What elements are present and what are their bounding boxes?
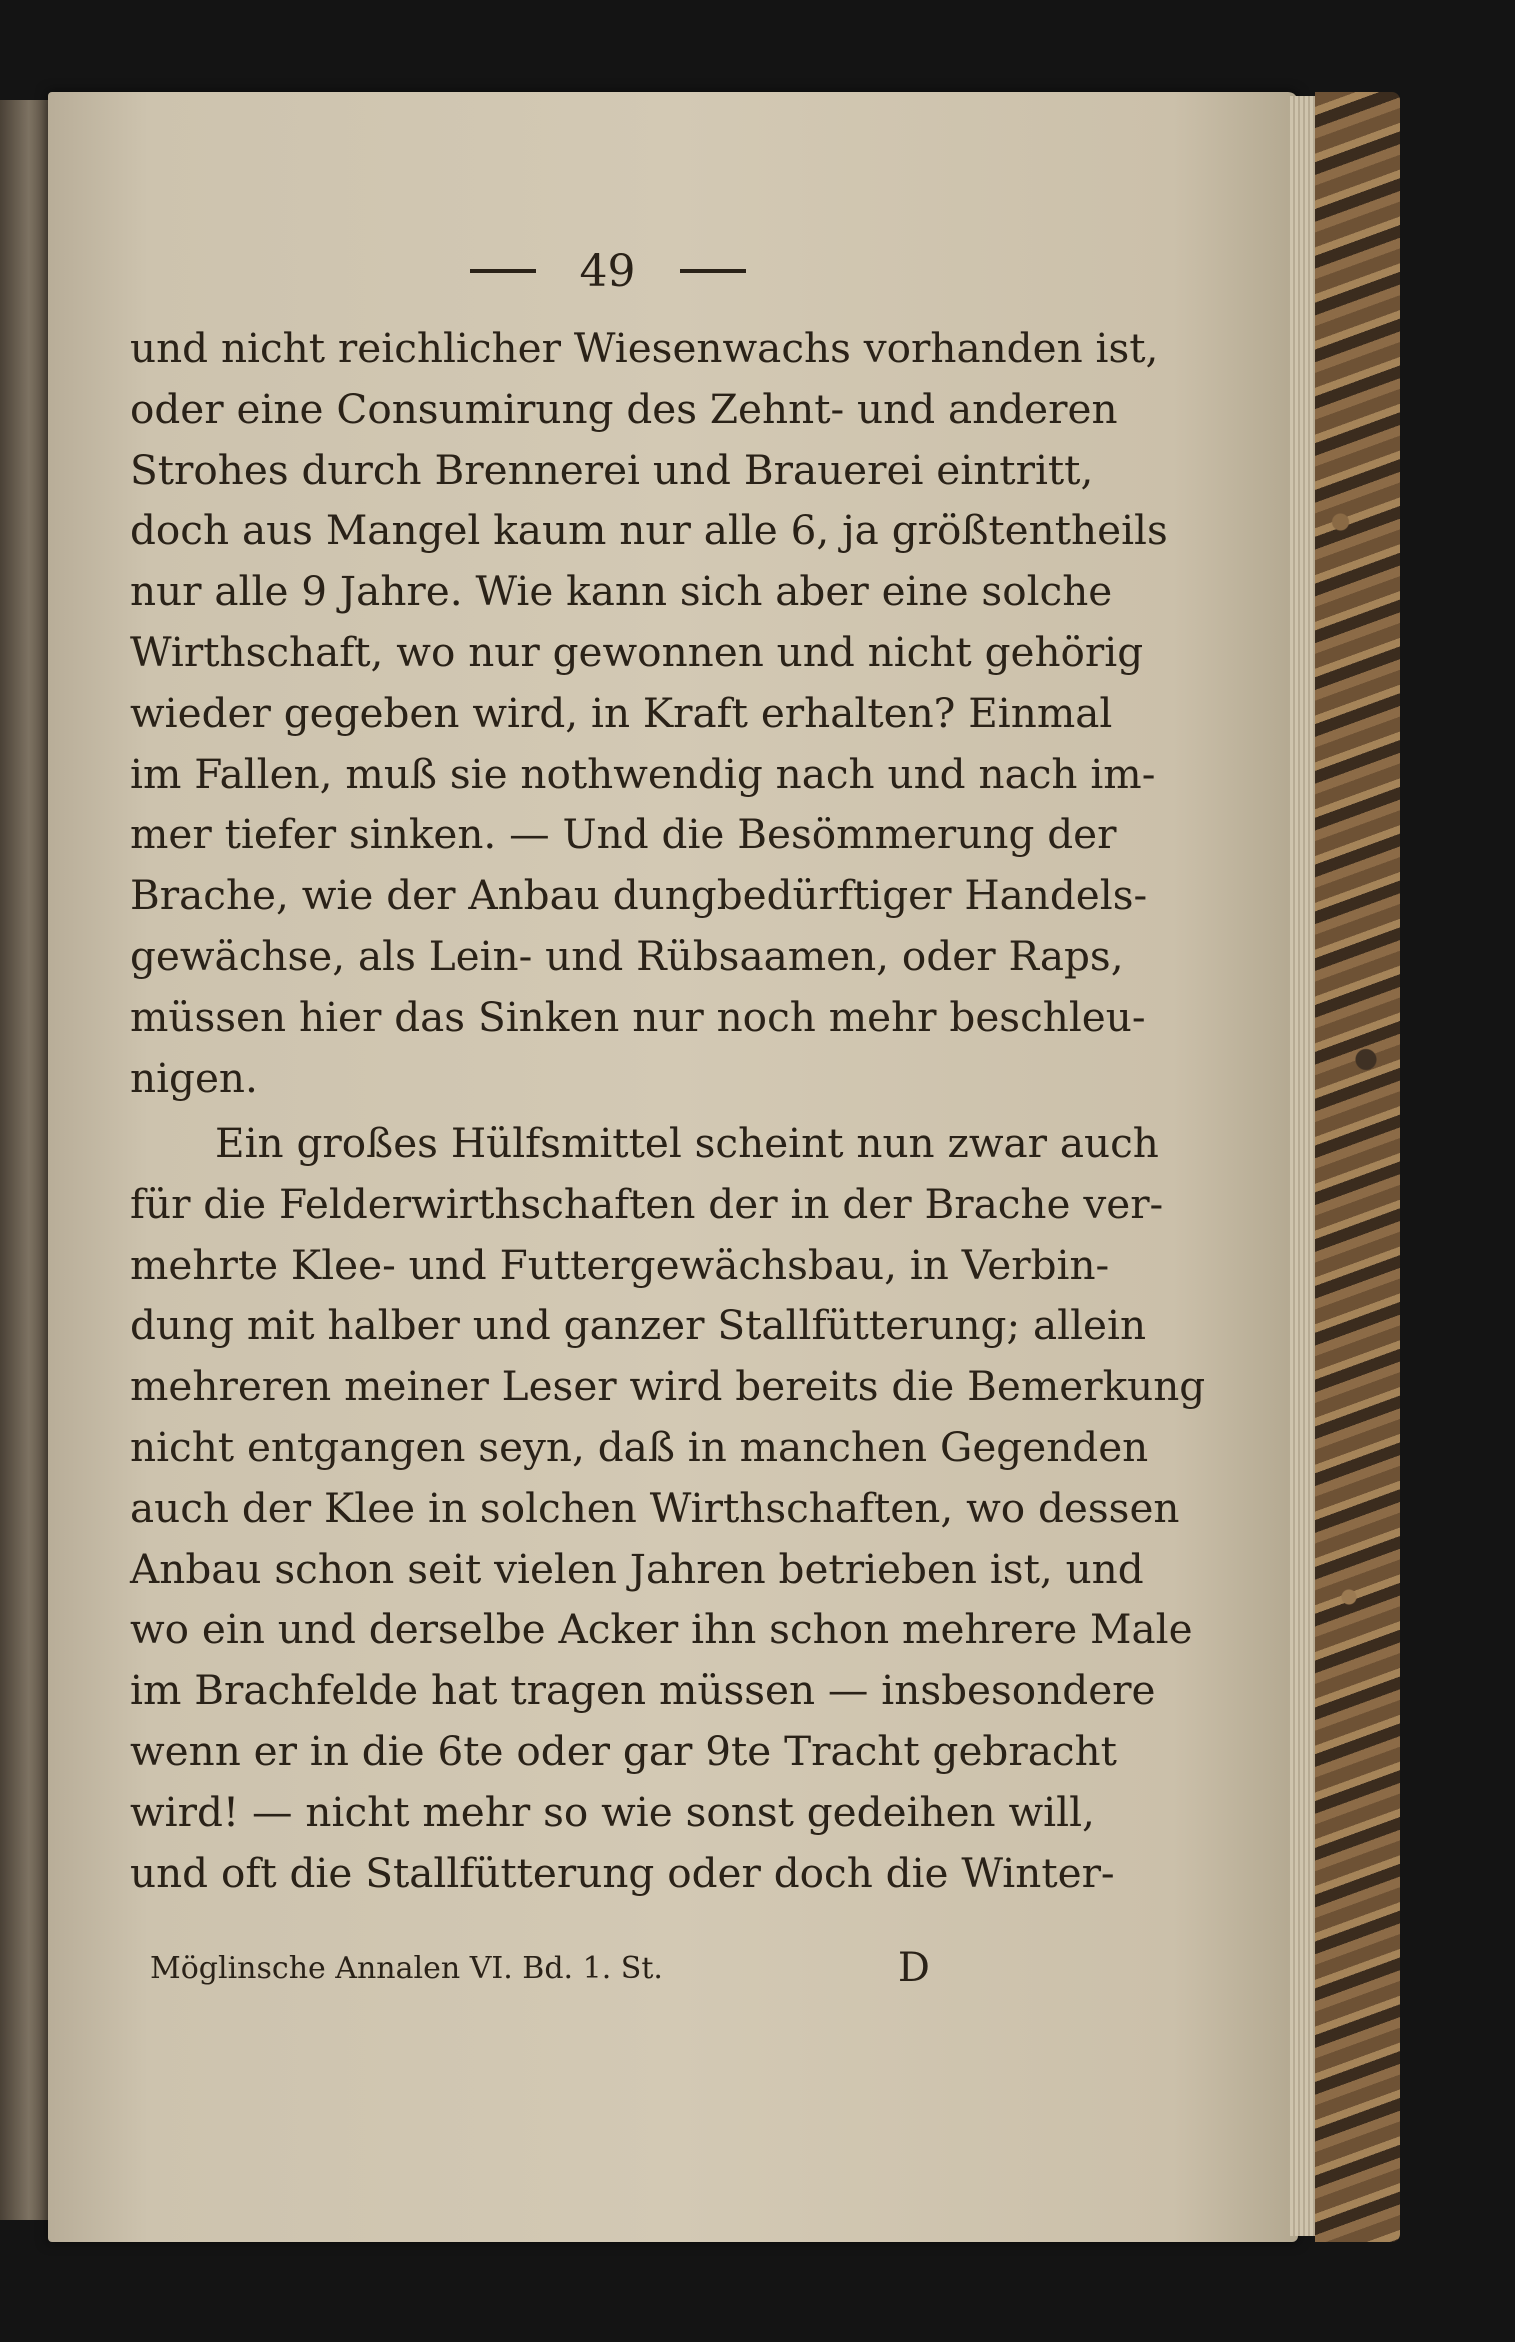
text-line: wieder gegeben wird, in Kraft erhalten? Einmal [130,688,1113,737]
text-line: Brache, wie der Anbau dungbedürftiger Handels- [130,871,1148,920]
header-dash-right [680,269,746,273]
book-cover-marbled [1315,92,1400,2242]
text-line: nicht entgangen seyn, daß in manchen Gegenden [130,1422,1149,1471]
text-line: mehreren meiner Leser wird bereits die Bemerkung [130,1362,1206,1411]
text-line: wenn er in die 6te oder gar 9te Tracht gebracht [130,1726,1117,1775]
left-page-edge [0,100,48,2220]
text-line: müssen hier das Sinken nur noch mehr beschleu- [130,992,1146,1041]
page-header [130,240,1085,302]
text-line: gewächse, als Lein- und Rübsaamen, oder Raps, [130,931,1124,980]
signature-mark: D [897,1945,930,1991]
text-line: im Brachfelde hat tragen müssen — insbesondere [130,1666,1156,1715]
text-line: doch aus Mangel kaum nur alle 6, ja größtentheils [130,506,1168,555]
text-line: im Fallen, muß sie nothwendig nach und nach im- [130,749,1156,798]
text-line: nigen. [130,1053,258,1102]
text-line: und oft die Stallfütterung oder doch die Winter- [130,1848,1115,1897]
page-number: 49 [579,245,636,297]
page-footer [150,1940,930,1996]
paragraph-2 [130,1113,1206,1903]
text-line: auch der Klee in solchen Wirthschaften, wo dessen [130,1483,1180,1532]
text-line: Strohes durch Brennerei und Brauerei eintritt, [130,445,1094,494]
header-dash-left [470,269,536,273]
text-line: Ein großes Hülfsmittel scheint nun zwar auch [215,1119,1159,1167]
text-line: nur alle 9 Jahre. Wie kann sich aber eine solche [130,567,1113,616]
text-line: mer tiefer sinken. — Und die Besömmerung der [130,810,1117,859]
text-line: Wirthschaft, wo nur gewonnen und nicht gehörig [130,627,1144,676]
text-line: wo ein und derselbe Acker ihn schon mehrere Male [130,1605,1193,1654]
text-line: mehrte Klee- und Futtergewächsbau, in Verbin- [130,1240,1110,1289]
text-line: wird! — nicht mehr so wie sonst gedeihen will, [130,1787,1095,1836]
text-line: oder eine Consumirung des Zehnt- und anderen [130,384,1118,433]
footer-title: Möglinsche Annalen VI. Bd. 1. St. [150,1950,663,1986]
text-line: und nicht reichlicher Wiesenwachs vorhanden ist, [130,324,1159,372]
text-line: dung mit halber und ganzer Stallfütterung; allein [130,1301,1147,1350]
text-line: für die Felderwirthschaften der in der Brache ver- [130,1179,1164,1228]
paragraph-1 [130,318,1168,1108]
text-line: Anbau schon seit vielen Jahren betrieben ist, und [130,1544,1144,1593]
